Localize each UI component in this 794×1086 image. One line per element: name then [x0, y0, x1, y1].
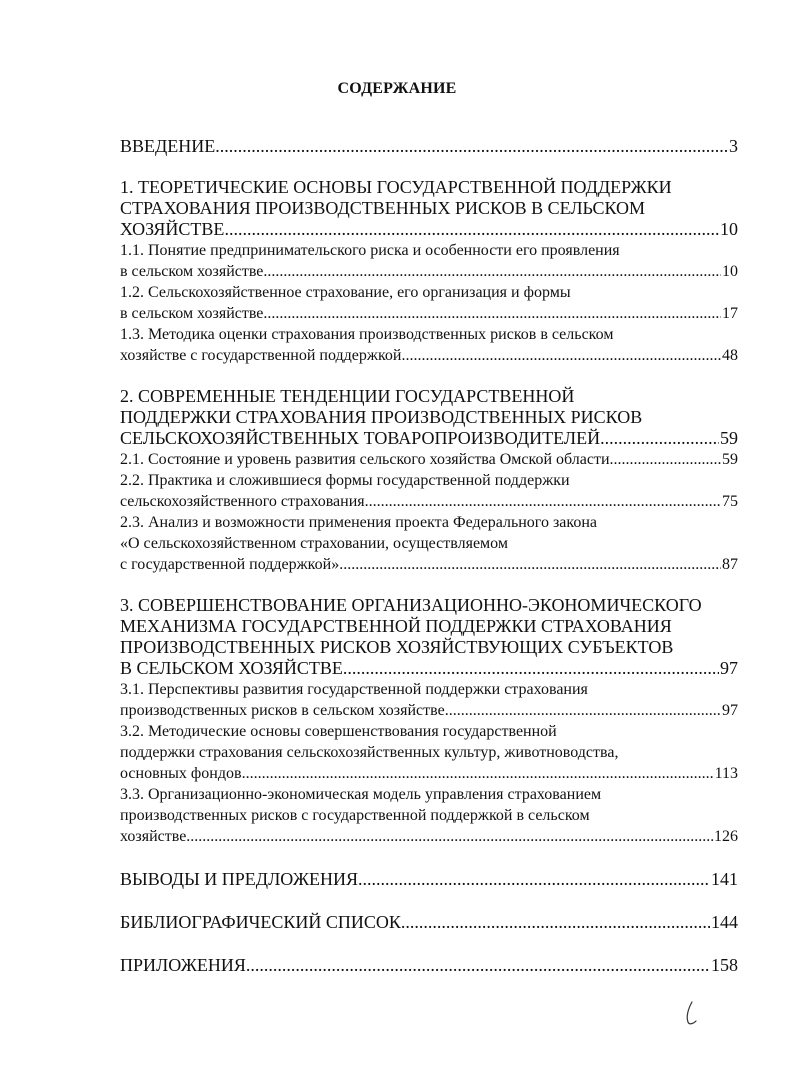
section-3-1-line: 3.1. Перспективы развития государственной поддержки страхования [120, 681, 588, 698]
toc-page-number: 97 [720, 658, 738, 678]
chapter-3-title-line: 3. СОВЕРШЕНСТВОВАНИЕ ОРГАНИЗАЦИОННО-ЭКОНОМИЧЕСКОГО [120, 595, 702, 615]
toc-entry-section-3-3[interactable] [120, 826, 738, 847]
toc-page-number: 126 [714, 828, 738, 845]
toc-entry-conclusions[interactable] [120, 869, 738, 890]
toc-page-number: 97 [722, 702, 738, 719]
toc-entry-text: БИБЛИОГРАФИЧЕСКИЙ СПИСОК [120, 912, 401, 932]
toc-page-number: 75 [722, 493, 738, 510]
toc-page-number: 10 [720, 219, 738, 239]
toc-entry-chapter-2[interactable] [120, 428, 738, 449]
toc-entry-appendices[interactable] [120, 955, 738, 976]
section-2-3-line: 2.3. Анализ и возможности применения проекта Федерального закона [120, 514, 598, 531]
section-1-1-line: 1.1. Понятие предпринимательского риска и особенности его проявления [120, 242, 620, 259]
section-3-3-line: 3.3. Организационно-экономическая модель управления страхованием [120, 786, 602, 803]
toc-entry-text: ПРИЛОЖЕНИЯ [120, 955, 246, 975]
chapter-2-title-line: 2. СОВРЕМЕННЫЕ ТЕНДЕНЦИИ ГОСУДАРСТВЕННОЙ [120, 386, 575, 406]
toc-entry-text: в сельском хозяйстве [120, 305, 264, 322]
toc-entry-text: производственных рисков в сельском хозяйстве [120, 702, 445, 719]
toc-page-number: 158 [711, 955, 738, 975]
toc-entry-text: сельскохозяйственного страхования [120, 493, 365, 510]
section-2-3-line: «О сельскохозяйственном страховании, осуществляемом [120, 535, 508, 552]
toc-entry-text: с государственной поддержкой» [120, 556, 340, 573]
toc-entry-text: хозяйстве [120, 828, 187, 845]
toc-entry-section-3-1[interactable] [120, 700, 738, 721]
toc-entry-text: В СЕЛЬСКОМ ХОЗЯЙСТВЕ [120, 658, 343, 678]
toc-entry-text: 2.1. Состояние и уровень развития сельского хозяйства Омской области [120, 451, 610, 468]
toc-page-number: 17 [722, 305, 738, 322]
section-3-3-line: производственных рисков с государственной поддержкой в сельском [120, 807, 590, 824]
toc-entry-section-1-3[interactable] [120, 345, 738, 366]
toc-entry-text: ХОЗЯЙСТВЕ [120, 219, 225, 239]
toc-entry-section-1-1[interactable] [120, 261, 738, 282]
chapter-3-title-line: ПРОИЗВОДСТВЕННЫХ РИСКОВ ХОЗЯЙСТВУЮЩИХ СУБЪЕКТОВ [120, 637, 674, 657]
toc-entry-chapter-3[interactable] [120, 658, 738, 679]
page-title: СОДЕРЖАНИЕ [337, 80, 457, 97]
toc-entry-section-2-1[interactable] [120, 449, 738, 470]
section-2-2-line: 2.2. Практика и сложившиеся формы государственной поддержки [120, 472, 570, 489]
toc-page-number: 144 [711, 912, 738, 932]
toc-entry-bibliography[interactable] [120, 912, 738, 933]
chapter-3-title-line: МЕХАНИЗМА ГОСУДАРСТВЕННОЙ ПОДДЕРЖКИ СТРАХОВАНИЯ [120, 616, 672, 636]
toc-page-number: 141 [711, 869, 738, 889]
section-3-2-line: поддержки страхования сельскохозяйственных культур, животноводства, [120, 744, 619, 761]
section-1-2-line: 1.2. Сельскохозяйственное страхование, его организация и формы [120, 284, 571, 301]
toc-entry-text: ВЫВОДЫ И ПРЕДЛОЖЕНИЯ [120, 869, 358, 889]
toc-entry-chapter-1[interactable] [120, 219, 738, 240]
section-3-2-line: 3.2. Методические основы совершенствования государственной [120, 723, 557, 740]
toc-page-number: 113 [714, 765, 738, 782]
section-1-3-line: 1.3. Методика оценки страхования производственных рисков в сельском [120, 326, 614, 343]
toc-entry-text: хозяйстве с государственной поддержкой [120, 347, 402, 364]
toc-page-number: 10 [722, 263, 738, 280]
toc-entry-text: основных фондов [120, 765, 242, 782]
toc-entry-text: ВВЕДЕНИЕ [120, 136, 216, 156]
handwritten-mark-icon [683, 1000, 699, 1026]
toc-entry-text: СЕЛЬСКОХОЗЯЙСТВЕННЫХ ТОВАРОПРОИЗВОДИТЕЛЕЙ [120, 428, 601, 448]
toc-entry-section-3-2[interactable] [120, 763, 738, 784]
toc-page-number: 59 [722, 451, 738, 468]
toc-page-number: 59 [720, 428, 738, 448]
table-of-contents [120, 130, 738, 976]
toc-entry-section-2-2[interactable] [120, 491, 738, 512]
toc-entry-intro[interactable] [120, 136, 738, 157]
toc-page-number: 48 [722, 347, 738, 364]
chapter-1-title-line: СТРАХОВАНИЯ ПРОИЗВОДСТВЕННЫХ РИСКОВ В СЕЛЬСКОМ [120, 198, 646, 218]
toc-page-number: 3 [729, 136, 738, 156]
toc-page-number: 87 [722, 556, 738, 573]
chapter-2-title-line: ПОДДЕРЖКИ СТРАХОВАНИЯ ПРОИЗВОДСТВЕННЫХ РИСКОВ [120, 407, 643, 427]
toc-entry-section-1-2[interactable] [120, 303, 738, 324]
toc-entry-text: в сельском хозяйстве [120, 263, 264, 280]
chapter-1-title-line: 1. ТЕОРЕТИЧЕСКИЕ ОСНОВЫ ГОСУДАРСТВЕННОЙ ПОДДЕРЖКИ [120, 177, 672, 197]
toc-entry-section-2-3[interactable] [120, 554, 738, 575]
